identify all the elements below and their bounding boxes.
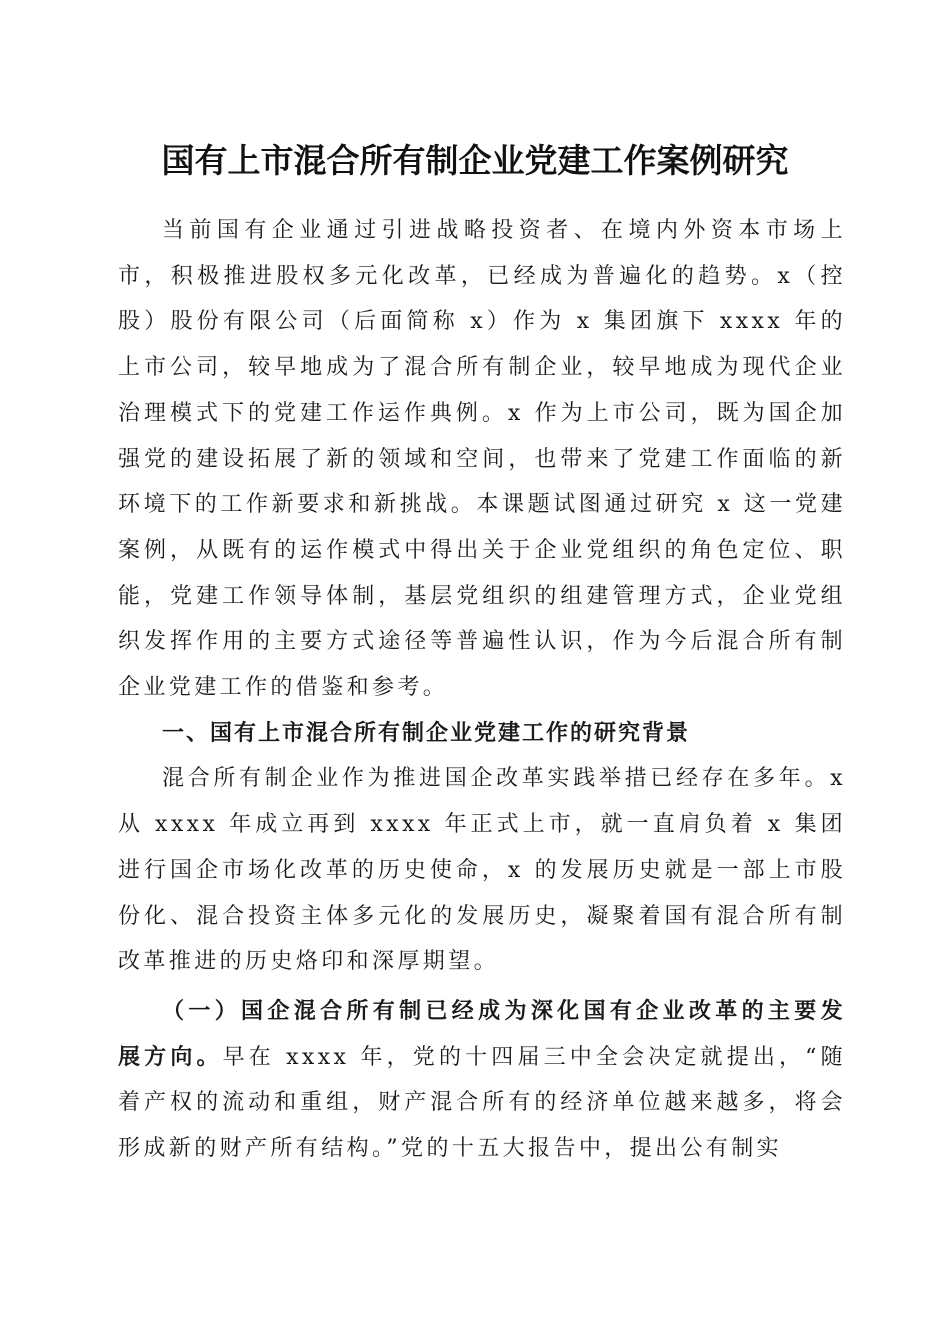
subsection-1-paragraph [118,989,846,1172]
document-title: 国有上市混合所有制企业党建工作案例研究 [161,141,789,180]
section-1-paragraph: 混合所有制企业作为推进国企改革实践举措已经存在多年。x 从 xxxx 年成立再到 xxxx 年正式上市，就一直肩负着 x 集团进行国企市场化改革的历史使命，x 的发展历史就是一部上市股份化、混合投资主体多元化的发展历史，凝聚着国有混合所有制改革推进的历史烙印和深厚期望。 [118,766,846,975]
section-heading-1: 一、国有上市混合所有制企业党建工作的研究背景 [162,720,691,746]
subsection-1-text: 早在 xxxx 年，党的十四届三中全会决定就提出，“随着产权的流动和重组，财产混合所有的经济单位越来越多，将会形成新的财产所有结构。”党的十五大报告中，提出公有制实 [118,1044,846,1162]
intro-paragraph: 当前国有企业通过引进战略投资者、在境内外资本市场上市，积极推进股权多元化改革，已经成为普遍化的趋势。x（控股）股份有限公司（后面简称 x）作为 x 集团旗下 xxxx 年的上市公司，较早地成为了混合所有制企业，较早地成为现代企业治理模式下的党建工作运作典例。x 作为上市公司，既为国企加强党的建设拓展了新的领域和空间，也带来了党建工作面临的新环境下的工作新要求和新挑战。本课题试图通过研究 x 这一党建案例，从既有的运作模式中得出关于企业党组织的角色定位、职能，党建工作领导体制，基层党组织的组建管理方式，企业党组织发挥作用的主要方式途径等普遍性认识，作为今后混合所有制企业党建工作的借鉴和参考。 [118,218,846,701]
subsection-heading-1: （一）国企混合所有制已经成为深化国有企业改革的主要发展方向。 [118,997,846,1070]
document-body [118,208,846,1172]
